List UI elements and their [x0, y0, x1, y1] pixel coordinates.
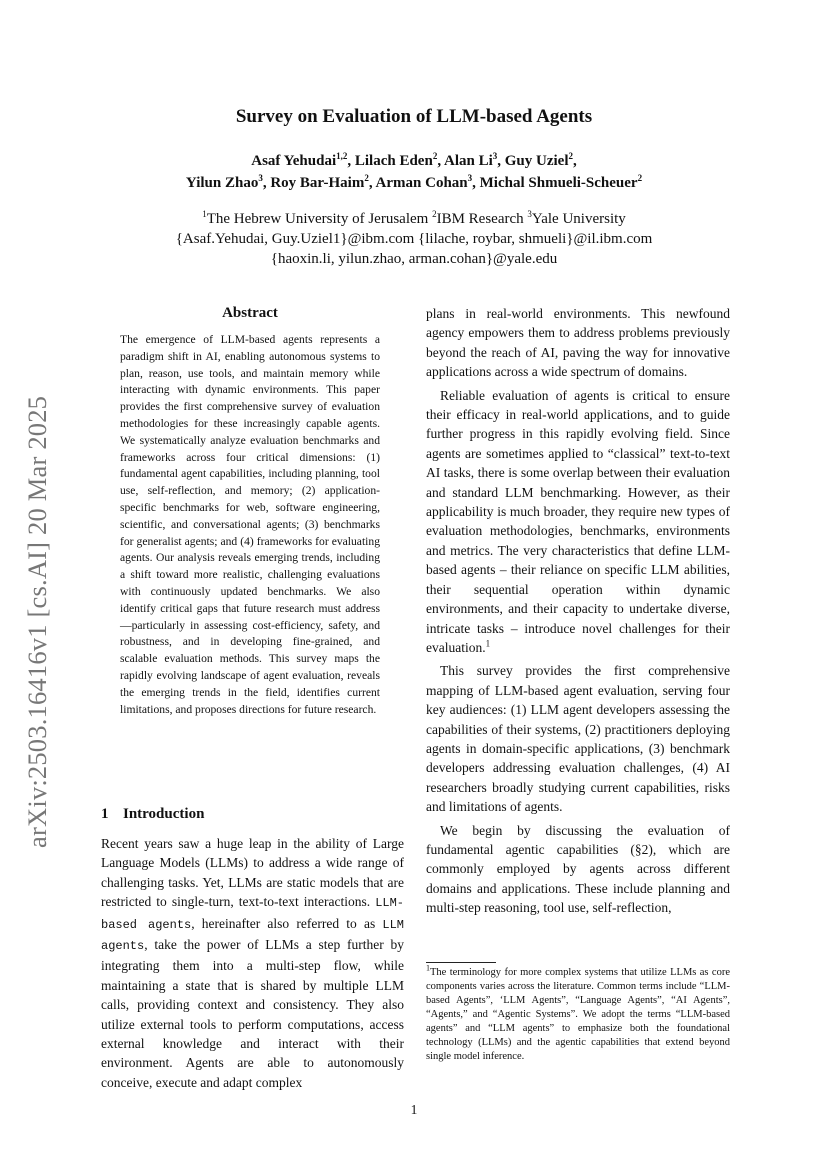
term-llm-based-agents: LLM-based agents	[101, 896, 404, 932]
author-affil-mark: 3	[258, 173, 263, 183]
intro-text: Recent years saw a huge leap in the ability of Large Language Models (LLMs) to address a wide range of challenging tasks. Yet, LLMs are static models that are restricted to single-turn, text-to-text interactions.	[101, 836, 404, 910]
author-sep: ,	[573, 153, 577, 169]
footnote	[426, 963, 730, 1064]
author-name: Roy Bar-Haim	[270, 175, 365, 191]
section-number: 1	[101, 806, 109, 822]
section-title: Introduction	[123, 806, 205, 822]
author-list	[90, 150, 738, 194]
arxiv-stamp: arXiv:2503.16416v1 [cs.AI] 20 Mar 2025	[22, 395, 52, 848]
footnote-text: The terminology for more complex systems that utilize LLMs as core components varies across the literature. Common terms include “LLM-based Agents”, ‘LLM Agents”, “Language Agents”, “AI Agents”, “Agents,” and “Agentic Systems”. We adopt the terms “LLM-based agents” and “LLM agents” to emphasize both the foundational technology (LLMs) and the agentic capabilities that extend beyond single model inference.	[426, 967, 730, 1062]
paper-title: Survey on Evaluation of LLM-based Agents	[235, 106, 593, 127]
author-name: Michal Shmueli-Scheuer	[479, 175, 638, 191]
intro-paragraph	[101, 834, 404, 1092]
author-line-1	[90, 150, 738, 172]
author-affil-mark: 2	[432, 151, 438, 161]
page-number: 1	[410, 1102, 418, 1117]
affil-mark: 2	[432, 209, 437, 219]
paragraph: We begin by discussing the evaluation of fundamental agentic capabilities (§2), which are commonly employed by agents across different domains and applications. These include planning and multi-step reasoning, tool use, self-reflection,	[426, 822, 730, 916]
affiliation-line	[90, 209, 738, 229]
author-sep: ,	[347, 153, 355, 169]
author-affil-mark: 2	[568, 151, 574, 161]
affiliation: IBM Research	[436, 211, 528, 227]
author-name: Asaf Yehudai	[251, 153, 337, 169]
author-affil-mark: 2	[637, 173, 643, 183]
footnote-rule	[426, 962, 496, 963]
section-heading	[101, 806, 401, 823]
paragraph: This survey provides the first comprehensive mapping of LLM-based agent evaluation, serving four key audiences: (1) LLM agent developers assessing the capabilities of their systems, (2) practitioners deploying agents in domain-specific applications, (3) benchmark developers addressing evaluation challenges, (4) AI researchers broadly studying current capabilities, risks and limitations of agents.	[426, 663, 730, 815]
affil-mark: 3	[527, 209, 532, 219]
intro-text: , hereinafter also referred to as	[191, 915, 383, 931]
intro-text: , take the power of LLMs a step further by integrating them into a multi-step flow, while maintaining a state that is shared by multiple LLM calls, providing context and consistency. They also utilize external tools to perform computations, access external knowledge and interact with their environment. Agents are able to autonomously conceive, execute and adapt complex	[101, 937, 404, 1090]
author-name: Yilun Zhao	[185, 175, 259, 191]
author-sep: ,	[497, 153, 505, 169]
author-affil-mark: 3	[492, 151, 498, 161]
paragraph: plans in real-world environments. This newfound agency empowers them to address problems previously beyond the reach of AI, paving the way for innovative applications across a wide spectrum of domains.	[426, 306, 730, 380]
paragraph	[426, 386, 730, 658]
abstract-text: The emergence of LLM-based agents represents a paradigm shift in AI, enabling autonomous systems to plan, reason, use tools, and maintain memory while interacting with dynamic environments. This paper provides the first comprehensive survey of evaluation methodologies for these increasingly capable agents. We systematically analyze evaluation benchmarks and frameworks across four critical dimensions: (1) fundamental agent capabilities, including planning, tool use, self-reflection, and memory; (2) application-specific benchmarks for web, software engineering, scientific, and conversational agents; (3) benchmarks for generalist agents; and (4) frameworks for evaluating agents. Our analysis reveals emerging trends, including a shift toward more realistic, challenging evaluations with continuously updated benchmarks. We also identify critical gaps that future research must address—particularly in assessing cost-efficiency, safety, and robustness, and in developing fine-grained, and scalable evaluation methods. This survey maps the rapidly evolving landscape of agent evaluation, reveals the emerging trends in the field, identifies current limitations, and proposes directions for future research.	[120, 333, 380, 716]
affil-mark: 1	[202, 209, 207, 219]
footnote-ref[interactable]: 1	[485, 638, 491, 649]
abstract-heading: Abstract	[222, 305, 278, 321]
author-name: Lilach Eden	[354, 153, 433, 169]
author-sep: ,	[262, 175, 271, 191]
author-affil-mark: 3	[467, 173, 473, 183]
author-sep: ,	[472, 175, 480, 191]
footnote-mark: 1	[426, 963, 430, 973]
author-line-2	[90, 172, 738, 194]
affiliations	[90, 209, 738, 269]
term-llm-agents: LLM agents	[101, 917, 404, 954]
paragraph-text: Reliable evaluation of agents is critical to ensure their efficacy in real-world applications, and to guide further progress in this rapidly evolving field. Since agents are sometimes applied to “classical” text-to-text AI tasks, there is some overlap between their evaluation and standard LLM benchmarking. However, as their applicability is much broader, they require new types of evaluation methodologies, benchmarks, environments and metrics. The very characteristics that define LLM-based agents – their reliance on specific LLM abilities, their sequential operation within dynamic environments, and their capacity to undertake diverse, intricate tasks – introduce novel challenges for their evaluation.	[426, 387, 730, 655]
author-name: Arman Cohan	[375, 175, 468, 191]
author-sep: ,	[437, 153, 444, 169]
email-line: {haoxin.li, yilun.zhao, arman.cohan}@yale.edu	[270, 251, 558, 267]
affiliation: Yale University	[531, 211, 626, 227]
author-affil-mark: 2	[364, 173, 369, 183]
author-name: Alan Li	[444, 153, 493, 169]
author-name: Guy Uziel	[504, 153, 569, 169]
right-column	[426, 304, 730, 918]
author-affil-mark: 1,2	[336, 151, 348, 161]
email-line: {Asaf.Yehudai, Guy.Uziel1}@ibm.com {lilache, roybar, shmueli}@il.ibm.com	[175, 231, 653, 247]
author-sep: ,	[368, 175, 376, 191]
affiliation: The Hebrew University of Jerusalem	[206, 211, 433, 227]
